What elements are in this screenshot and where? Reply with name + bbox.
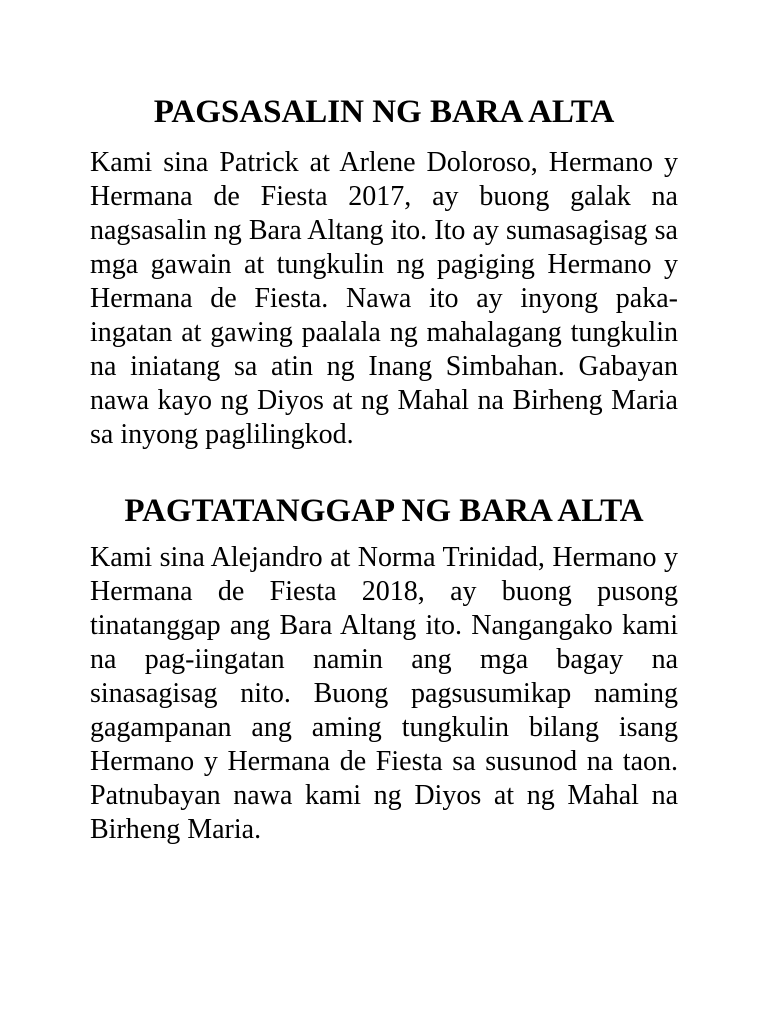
section-pagsasalin [90, 92, 678, 452]
document-page [90, 92, 678, 847]
section-title-pagtatanggap: PAGTATANGGAP NG BARA ALTA [124, 493, 644, 529]
section-body-pagsasalin: Kami sina Patrick at Arlene Doloroso, Hermano y Hermana de Fiesta 2017, ay buong galak na nagsasalin ng Bara Altang ito. Ito ay sumasagisag sa mga gawain at tungkulin ng pagiging Hermano y Hermana de Fiesta. Nawa ito ay inyong paka-ingatan at gawing paalala ng mahalagang tungkulin na iniatang sa atin ng Inang Simbahan. Gabayan nawa kayo ng Diyos at ng Mahal na Birheng Maria sa inyong paglilingkod. [90, 147, 678, 450]
section-title-pagsasalin: PAGSASALIN NG BARA ALTA [153, 94, 615, 130]
section-pagtatanggap [90, 491, 678, 847]
section-body-pagtatanggap: Kami sina Alejandro at Norma Trinidad, Hermano y Hermana de Fiesta 2018, ay buong pusong tinatanggap ang Bara Altang ito. Nangangako kami na pag-iingatan namin ang mga bagay na sinasagisag nito. Buong pagsusumikap naming gagampanan ang aming tungkulin bilang isang Hermano y Hermana de Fiesta sa susunod na taon. Patnubayan nawa kami ng Diyos at ng Mahal na Birheng Maria. [90, 542, 678, 845]
